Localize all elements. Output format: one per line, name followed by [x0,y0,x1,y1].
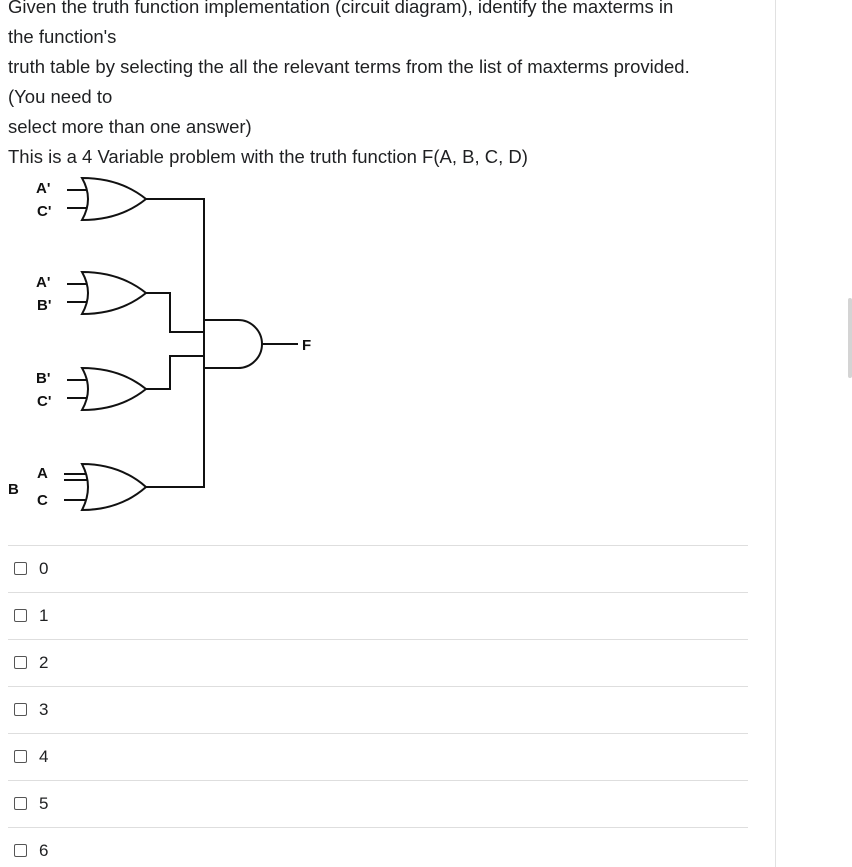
option-1-checkbox[interactable] [14,609,27,622]
or-gate-1 [36,178,146,220]
wire-gate2-to-and [146,293,204,332]
option-4-label[interactable]: 4 [39,747,49,766]
gate4-input-b-label: B [8,481,19,498]
option-3-checkbox[interactable] [14,703,27,716]
gate3-input-b-label: B' [36,370,51,387]
option-1[interactable] [8,592,748,639]
answer-options [8,545,748,867]
question-text-line-4: (You need to [8,86,113,107]
or-gate-2 [36,272,146,314]
question-text-line-5: select more than one answer) [8,116,252,137]
option-5[interactable] [8,780,748,827]
wire-gate1-to-and [146,199,204,322]
question-text-line-6: This is a 4 Variable problem with the truth function F(A, B, C, D) [8,146,528,167]
wire-gate3-to-and [146,356,204,389]
gate4-input-c-label: C [37,492,48,509]
option-0-checkbox[interactable] [14,562,27,575]
option-3-label[interactable]: 3 [39,700,49,719]
wire-gate4-to-and [146,366,204,487]
option-0-label[interactable]: 0 [39,559,49,578]
right-side-panel [775,0,852,867]
option-2[interactable] [8,639,748,686]
question-text-line-2: the function's [8,26,117,47]
or-gate-3 [36,368,146,410]
option-2-checkbox[interactable] [14,656,27,669]
question-text-line-1: Given the truth function implementation (circuit diagram), identify the maxterms in [8,0,674,17]
circuit-diagram [0,170,340,520]
question-text-line-3: truth table by selecting the all the relevant terms from the list of maxterms provided. [8,56,690,77]
gate1-input-c-label: C' [37,203,52,220]
gate4-input-a-label: A [37,465,48,482]
gate1-input-a-label: A' [36,180,51,197]
option-4[interactable] [8,733,748,780]
option-3[interactable] [8,686,748,733]
option-6-checkbox[interactable] [14,844,27,857]
option-4-checkbox[interactable] [14,750,27,763]
and-gate [204,320,262,368]
option-1-label[interactable]: 1 [39,606,49,625]
gate2-input-a-label: A' [36,274,51,291]
option-2-label[interactable]: 2 [39,653,49,672]
gate2-input-b-label: B' [37,297,52,314]
option-5-checkbox[interactable] [14,797,27,810]
output-label: F [302,337,312,354]
option-6-label[interactable]: 6 [39,841,49,860]
option-0[interactable] [8,545,748,592]
scrollbar-thumb[interactable] [848,298,852,378]
option-5-label[interactable]: 5 [39,794,49,813]
or-gate-4 [8,464,146,510]
option-6[interactable] [8,827,748,867]
gate3-input-c-label: C' [37,393,52,410]
